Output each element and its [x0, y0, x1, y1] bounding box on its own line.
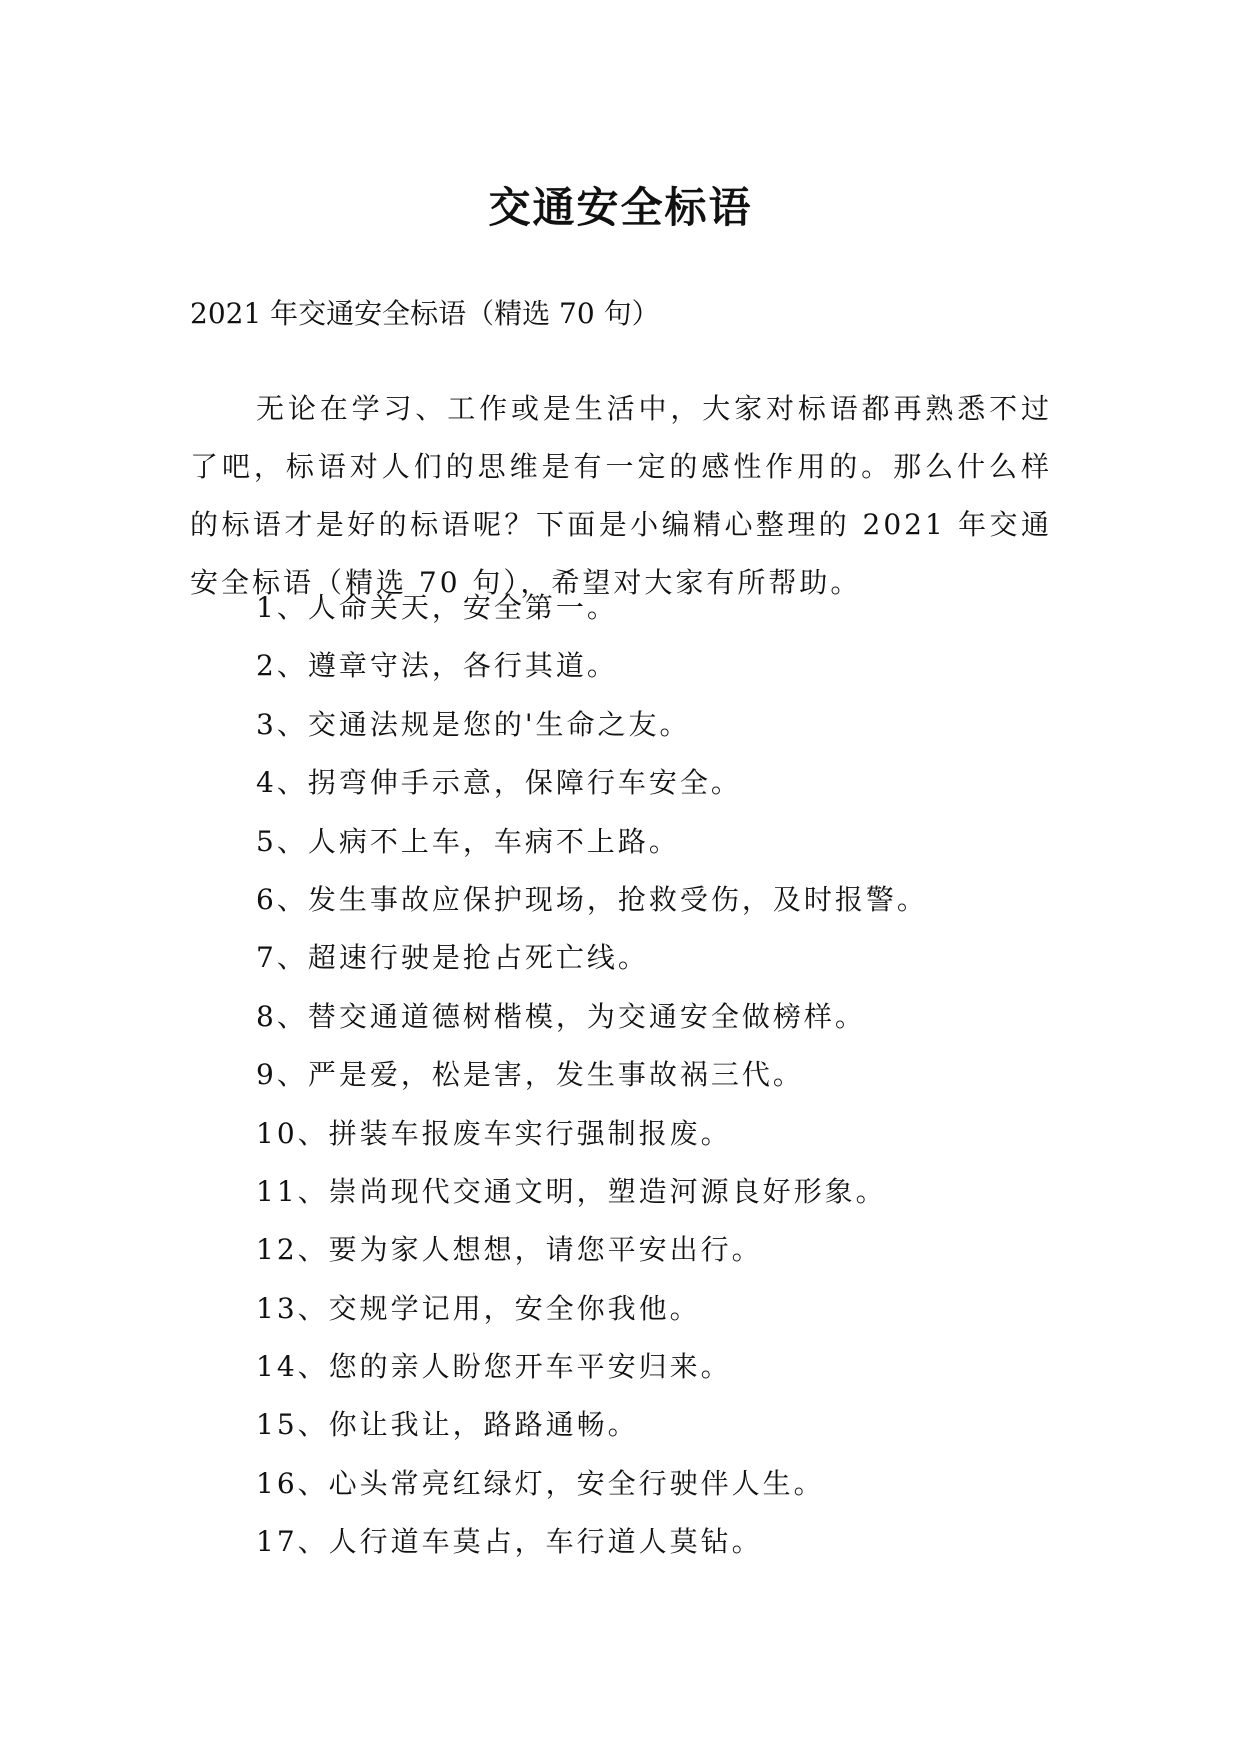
list-item: 7、超速行驶是抢占死亡线。	[256, 941, 649, 975]
list-item: 17、人行道车莫占，车行道人莫钻。	[256, 1525, 763, 1559]
list-item: 15、你让我让，路路通畅。	[256, 1408, 639, 1442]
list-item: 4、拐弯伸手示意，保障行车安全。	[256, 766, 742, 800]
list-item: 5、人病不上车，车病不上路。	[256, 824, 680, 858]
slogan-list	[256, 588, 1076, 1581]
list-item: 13、交规学记用，安全你我他。	[256, 1291, 701, 1325]
page-title: 交通安全标语	[488, 183, 753, 233]
list-item: 9、严是爱，松是害，发生事故祸三代。	[256, 1058, 804, 1092]
list-item: 1、人命关天，安全第一。	[256, 591, 618, 624]
list-item: 6、发生事故应保护现场，抢救受伤，及时报警。	[256, 882, 928, 916]
list-item: 16、心头常亮红绿灯，安全行驶伴人生。	[256, 1466, 825, 1500]
list-item: 11、崇尚现代交通文明，塑造河源良好形象。	[256, 1174, 887, 1208]
document-subtitle: 2021 年交通安全标语（精选 70 句）	[190, 297, 660, 330]
list-item: 14、您的亲人盼您开车平安归来。	[256, 1350, 732, 1384]
list-item: 12、要为家人想想，请您平安出行。	[256, 1233, 763, 1267]
intro-paragraph: 无论在学习、工作或是生活中，大家对标语都再熟悉不过了吧，标语对人们的思维是有一定的感性作用的。那么什么样的标语才是好的标语呢？下面是小编精心整理的 2021 年交通安全标语（精选 70 句），希望对大家有所帮助。	[190, 392, 1052, 599]
list-item: 2、遵章守法，各行其道。	[256, 649, 618, 683]
list-item: 3、交通法规是您的'生命之友。	[256, 707, 691, 741]
list-item: 8、替交通道德树楷模，为交通安全做榜样。	[256, 999, 866, 1033]
list-item: 10、拼装车报废车实行强制报废。	[256, 1116, 732, 1150]
